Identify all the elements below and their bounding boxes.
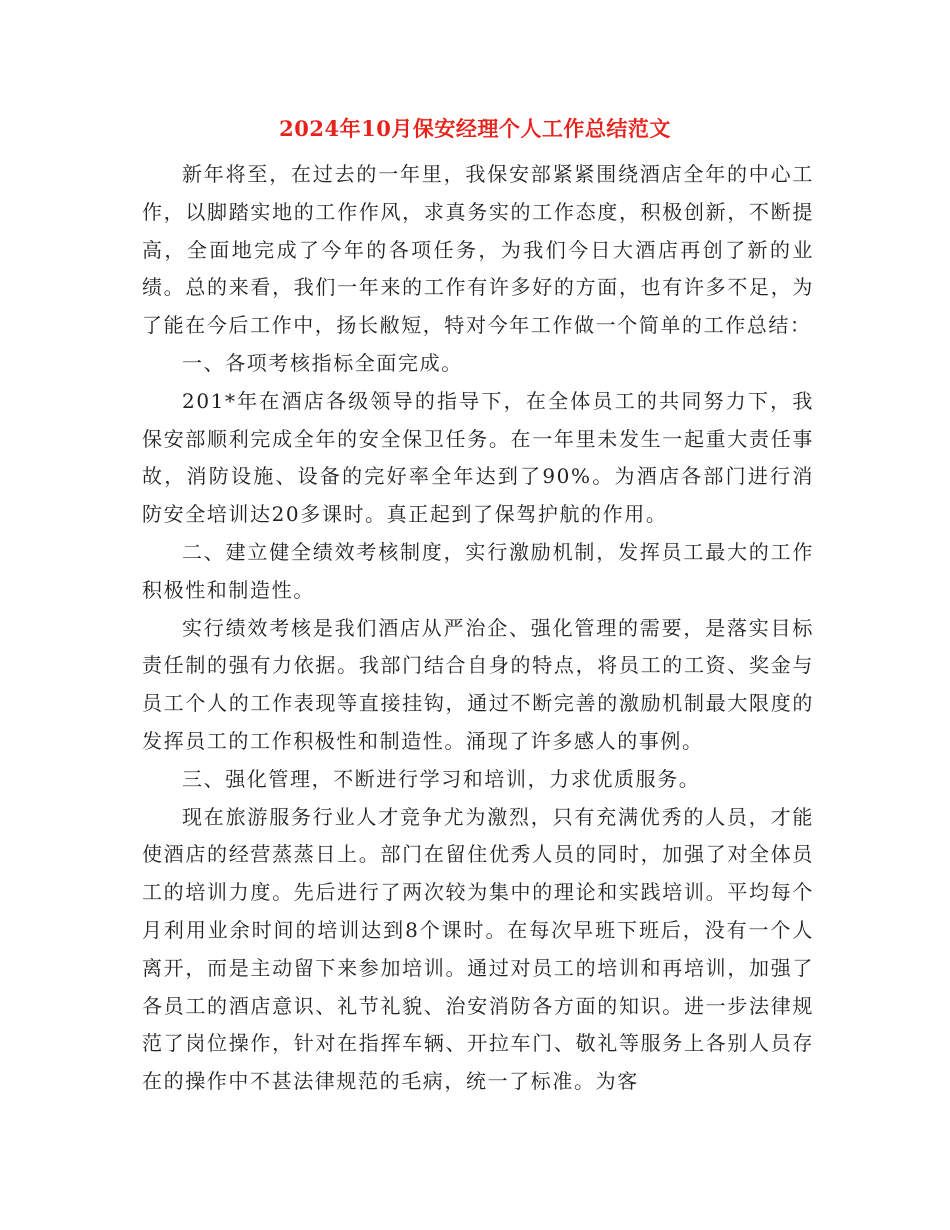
document-body: [142, 156, 814, 1101]
document-title: 2024年10月保安经理个人工作总结范文: [279, 116, 671, 141]
paragraph-intro: 新年将至，在过去的一年里，我保安部紧紧围绕酒店全年的中心工作，以脚踏实地的工作作风，求真务实的工作态度，积极创新，不断提高，全面地完成了今年的各项任务，为我们今日大酒店再创了新的业绩。总的来看，我们一年来的工作有许多好的方面，也有许多不足，为了能在今后工作中，扬长敝短，特对今年工作做一个简单的工作总结：: [142, 162, 814, 338]
section-heading-3: 三、强化管理，不断进行学习和培训，力求优质服务。: [182, 766, 701, 791]
paragraph-section-3: 现在旅游服务行业人才竞争尤为激烈，只有充满优秀的人员，才能使酒店的经营蒸蒸日上。部门在留住优秀人员的同时，加强了对全体员工的培训力度。先后进行了两次较为集中的理论和实践培训。平均每个月利用业余时间的培训达到8个课时。在每次早班下班后，没有一个人离开，而是主动留下来参加培训。通过对员工的培训和再培训，加强了各员工的酒店意识、礼节礼貌、治安消防各方面的知识。进一步法律规范了岗位操作，针对在指挥车辆、开拉车门、敬礼等服务上各别人员存在的操作中不甚法律规范的毛病，统一了标准。为客: [142, 804, 814, 1094]
paragraph-section-2: 实行绩效考核是我们酒店从严治企、强化管理的需要，是落实目标责任制的强有力依据。我部门结合自身的特点，将员工的工资、奖金与员工个人的工作表现等直接挂钩，通过不断完善的激励机制最大限度的发挥员工的工作积极性和制造性。涌现了许多感人的事例。: [142, 615, 814, 753]
section-heading-2: 二、建立健全绩效考核制度，实行激励机制，发挥员工最大的工作积极性和制造性。: [142, 539, 814, 602]
section-heading-1: 一、各项考核指标全面完成。: [182, 350, 463, 375]
paragraph-section-1: 201*年在酒店各级领导的指导下，在全体员工的共同努力下，我保安部顺利完成全年的安全保卫任务。在一年里未发生一起重大责任事故，消防设施、设备的完好率全年达到了90%。为酒店各部门进行消防安全培训达20多课时。真正起到了保驾护航的作用。: [142, 388, 814, 527]
